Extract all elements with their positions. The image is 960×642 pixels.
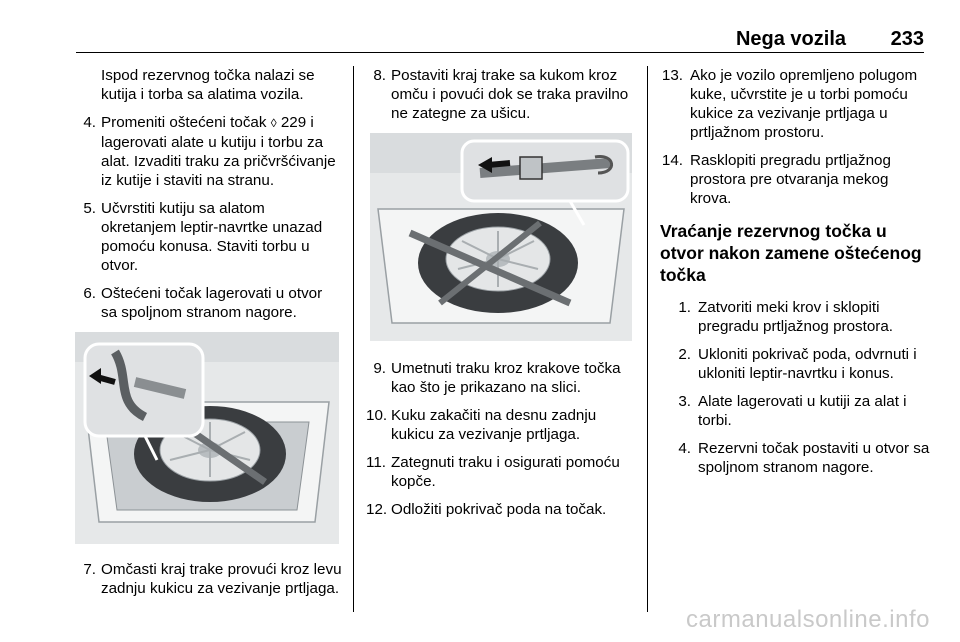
column-divider: [353, 66, 354, 612]
step-text: Ukloniti pokrivač poda, odvrnuti i ukloniti leptir-navrtku i konus.: [698, 346, 917, 382]
step-text: Odložiti pokrivač poda na točak.: [391, 501, 607, 518]
step-14: [660, 151, 930, 208]
page-ref-arrow-icon: ◊: [270, 116, 277, 130]
step-text: Učvrstiti kutiju sa alatom okretanjem leptir-navrtke unazad pomoću konusa. Staviti torbu u otvor.: [101, 200, 323, 274]
illustration-strap-hook-loop: [370, 133, 632, 341]
step-text: Alate lagerovati u kutiji za alat i torbi.: [698, 393, 907, 429]
step-number: 9.: [373, 360, 386, 377]
step-5: [76, 199, 342, 275]
step-11: [366, 453, 634, 491]
step-number: 14.: [661, 152, 683, 169]
step-text: Promeniti oštećeni točak: [101, 114, 271, 131]
step-number: 8.: [373, 67, 386, 84]
step-text: Rezervni točak postaviti u otvor sa spoljnom stranom nagore.: [698, 440, 930, 476]
step-number: 4.: [678, 440, 691, 457]
page-number: 233: [890, 28, 924, 50]
step-number: 11.: [366, 454, 386, 471]
step-text: Postaviti kraj trake sa kukom kroz omču i povući dok se traka pravilno ne zategne za ušicu.: [391, 67, 629, 122]
step-text: Umetnuti traku kroz krakove točka kao što je prikazano na slici.: [391, 360, 621, 396]
intro-text: Ispod rezervnog točka nalazi se kutija i torba sa alatima vozila.: [101, 67, 315, 103]
column-2: [366, 66, 634, 528]
step-text: Rasklopiti pregradu prtljažnog prostora pre otvaranja mekog krova.: [690, 152, 891, 207]
step-number: 6.: [83, 285, 96, 302]
sub-steps: [668, 298, 930, 477]
step-7: [76, 560, 342, 598]
step-number: 3.: [678, 393, 691, 410]
step-10: [366, 406, 634, 444]
header-title: Nega vozila: [735, 28, 846, 50]
step-number: 2.: [678, 346, 691, 363]
page-header: [76, 22, 924, 53]
step-number: 5.: [83, 200, 96, 217]
step-8: [366, 66, 634, 123]
column-1: [76, 66, 342, 607]
step-12: [366, 500, 634, 519]
step-9: [366, 359, 634, 397]
sub-step-1: [668, 298, 930, 336]
step-text-cont: 229 i lagerovati alate u kutiju i torbu za alat. Izvaditi traku za pričvršćivanje iz kutije i staviti na stranu.: [101, 114, 336, 189]
step-number: 13.: [661, 67, 683, 84]
step-13: [660, 66, 930, 142]
step-number: 4.: [83, 114, 96, 131]
sub-step-4: [668, 439, 930, 477]
sub-step-3: [668, 392, 930, 430]
step-text: Kuku zakačiti na desnu zadnju kukicu za vezivanje prtljaga.: [391, 407, 597, 443]
step-number: 7.: [83, 561, 96, 578]
column-3: [660, 66, 930, 486]
illustration-strap-left-hook: [75, 332, 339, 544]
step-text: Zategnuti traku i osigurati pomoću kopče.: [391, 454, 620, 490]
watermark: carmanualsonline.info: [686, 606, 930, 633]
step-4: [76, 113, 342, 190]
step-text: Omčasti kraj trake provući kroz levu zadnju kukicu za vezivanje prtljaga.: [101, 561, 342, 597]
column-divider: [647, 66, 648, 612]
sub-step-2: [668, 345, 930, 383]
step-text: Ako je vozilo opremljeno polugom kuke, učvrstite je u torbi pomoću kukice za vezivanje prtljaga u prtljažnom prostoru.: [690, 67, 918, 141]
section-title: Vraćanje rezervnog točka u otvor nakon zamene oštećenog točka: [660, 221, 922, 285]
step-number: 10.: [366, 407, 388, 424]
step-number: 1.: [678, 299, 691, 316]
step-text: Oštećeni točak lagerovati u otvor sa spoljnom stranom nagore.: [101, 285, 323, 321]
step-text: Zatvoriti meki krov i sklopiti pregradu prtljažnog prostora.: [698, 299, 894, 335]
step-6: [76, 284, 342, 322]
step-number: 12.: [366, 501, 388, 518]
